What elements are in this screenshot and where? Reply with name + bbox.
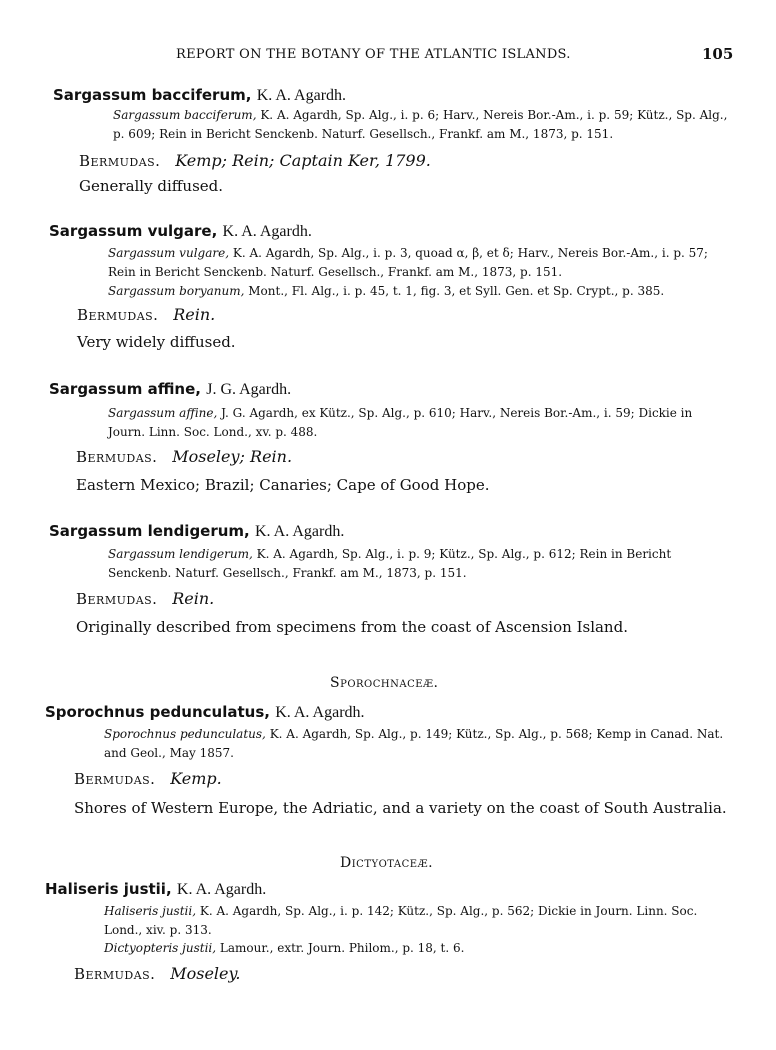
species-name: Sargassum vulgare,	[49, 222, 218, 240]
synonym-reference	[104, 939, 734, 958]
synonym-name: Sargassum vulgare,	[108, 246, 230, 260]
synonym-name: Sporochnus pedunculatus,	[104, 727, 266, 741]
locality-line	[76, 589, 214, 608]
distribution: Very widely diffused.	[77, 333, 236, 351]
species-name: Sargassum lendigerum,	[49, 522, 250, 540]
collectors: Moseley.	[170, 964, 241, 983]
synonym-reference	[108, 545, 733, 583]
synonym-reference	[108, 404, 733, 442]
collectors: Rein.	[173, 305, 216, 324]
locality: Bermudas.	[76, 448, 158, 466]
synonym-reference	[104, 725, 734, 763]
locality: Bermudas.	[79, 152, 161, 170]
synonym-name: Haliseris justii,	[104, 904, 197, 918]
page-number: 105	[702, 45, 734, 63]
distribution: Originally described from specimens from the coast of Ascension Island.	[76, 618, 628, 636]
running-head: REPORT ON THE BOTANY OF THE ATLANTIC ISLANDS.	[176, 47, 571, 62]
species-heading	[49, 522, 344, 541]
species-heading	[49, 380, 291, 399]
locality-line	[77, 305, 215, 324]
synonym-reference	[113, 106, 733, 144]
family-heading: Sporochnaceæ.	[330, 675, 439, 691]
synonym-name: Dictyopteris justii,	[104, 941, 217, 955]
synonym-reference	[108, 244, 733, 282]
synonym-name: Sargassum boryanum,	[108, 284, 245, 298]
reference-text: K. A. Agardh, Sp. Alg., i. p. 9; Kütz., Sp. Alg., p. 612; Rein in Bericht Senckenb. Naturf. Gesellsch., Frankf. am M., 1873, p. 151.	[108, 547, 672, 580]
collectors: Rein.	[172, 589, 215, 608]
reference-text: K. A. Agardh, Sp. Alg., i. p. 142; Kütz., Sp. Alg., p. 562; Dickie in Journ. Linn. Soc. Lond., xiv. p. 313.	[104, 904, 698, 937]
reference-text: J. G. Agardh, ex Kütz., Sp. Alg., p. 610; Harv., Nereis Bor.-Am., i. 59; Dickie in Journ. Linn. Soc. Lond., xv. p. 488.	[108, 406, 693, 439]
distribution: Eastern Mexico; Brazil; Canaries; Cape of Good Hope.	[76, 476, 490, 494]
collectors: Kemp; Rein; Captain Ker, 1799.	[175, 151, 431, 170]
locality: Bermudas.	[76, 590, 158, 608]
distribution: Generally diffused.	[79, 177, 224, 195]
species-heading	[45, 880, 266, 899]
species-authority: K. A. Agardh.	[256, 87, 347, 104]
species-heading	[49, 222, 312, 241]
reference-text: Mont., Fl. Alg., i. p. 45, t. 1, fig. 3, et Syll. Gen. et Sp. Crypt., p. 385.	[248, 284, 665, 298]
species-authority: K. A. Agardh.	[176, 881, 267, 898]
family-heading: Dictyotaceæ.	[340, 855, 434, 871]
species-name: Sargassum affine,	[49, 380, 201, 398]
locality-line	[76, 447, 292, 466]
species-heading	[45, 703, 365, 722]
synonym-name: Sargassum affine,	[108, 406, 218, 420]
species-heading	[53, 86, 346, 105]
locality: Bermudas.	[74, 965, 156, 983]
synonym-reference	[104, 902, 734, 940]
distribution: Shores of Western Europe, the Adriatic, and a variety on the coast of South Australia.	[74, 799, 727, 817]
locality-line	[74, 964, 241, 983]
reference-text: Lamour., extr. Journ. Philom., p. 18, t. 6.	[219, 941, 465, 955]
reference-text: K. A. Agardh, Sp. Alg., i. p. 3, quoad α, β, et δ; Harv., Nereis Bor.-Am., i. p. 57; Rein in Bericht Senckenb. Naturf. Gesellsch., Frankf. am M., 1873, p. 151.	[108, 246, 708, 279]
synonym-name: Sargassum bacciferum,	[113, 108, 257, 122]
locality-line	[74, 769, 222, 788]
species-authority: K. A. Agardh.	[255, 523, 345, 540]
species-name: Haliseris justii,	[45, 880, 172, 898]
collectors: Kemp.	[170, 769, 222, 788]
species-name: Sargassum bacciferum,	[53, 86, 252, 104]
species-authority: J. G. Agardh.	[206, 381, 292, 398]
reference-text: K. A. Agardh, Sp. Alg., p. 149; Kütz., Sp. Alg., p. 568; Kemp in Canad. Nat. and Geol., May 1857.	[104, 727, 724, 760]
synonym-reference	[108, 282, 733, 301]
species-authority: K. A. Agardh.	[222, 223, 312, 240]
species-authority: K. A. Agardh.	[275, 704, 365, 721]
locality: Bermudas.	[74, 770, 156, 788]
locality-line	[79, 151, 431, 170]
collectors: Moseley; Rein.	[172, 447, 293, 466]
species-name: Sporochnus pedunculatus,	[45, 703, 270, 721]
synonym-name: Sargassum lendigerum,	[108, 547, 253, 561]
locality: Bermudas.	[77, 306, 159, 324]
reference-text: K. A. Agardh, Sp. Alg., i. p. 6; Harv., Nereis Bor.-Am., i. p. 59; Kütz., Sp. Alg., p. 609; Rein in Bericht Senckenb. Naturf. Gesellsch., Frankf. am M., 1873, p. 151.	[113, 108, 728, 141]
